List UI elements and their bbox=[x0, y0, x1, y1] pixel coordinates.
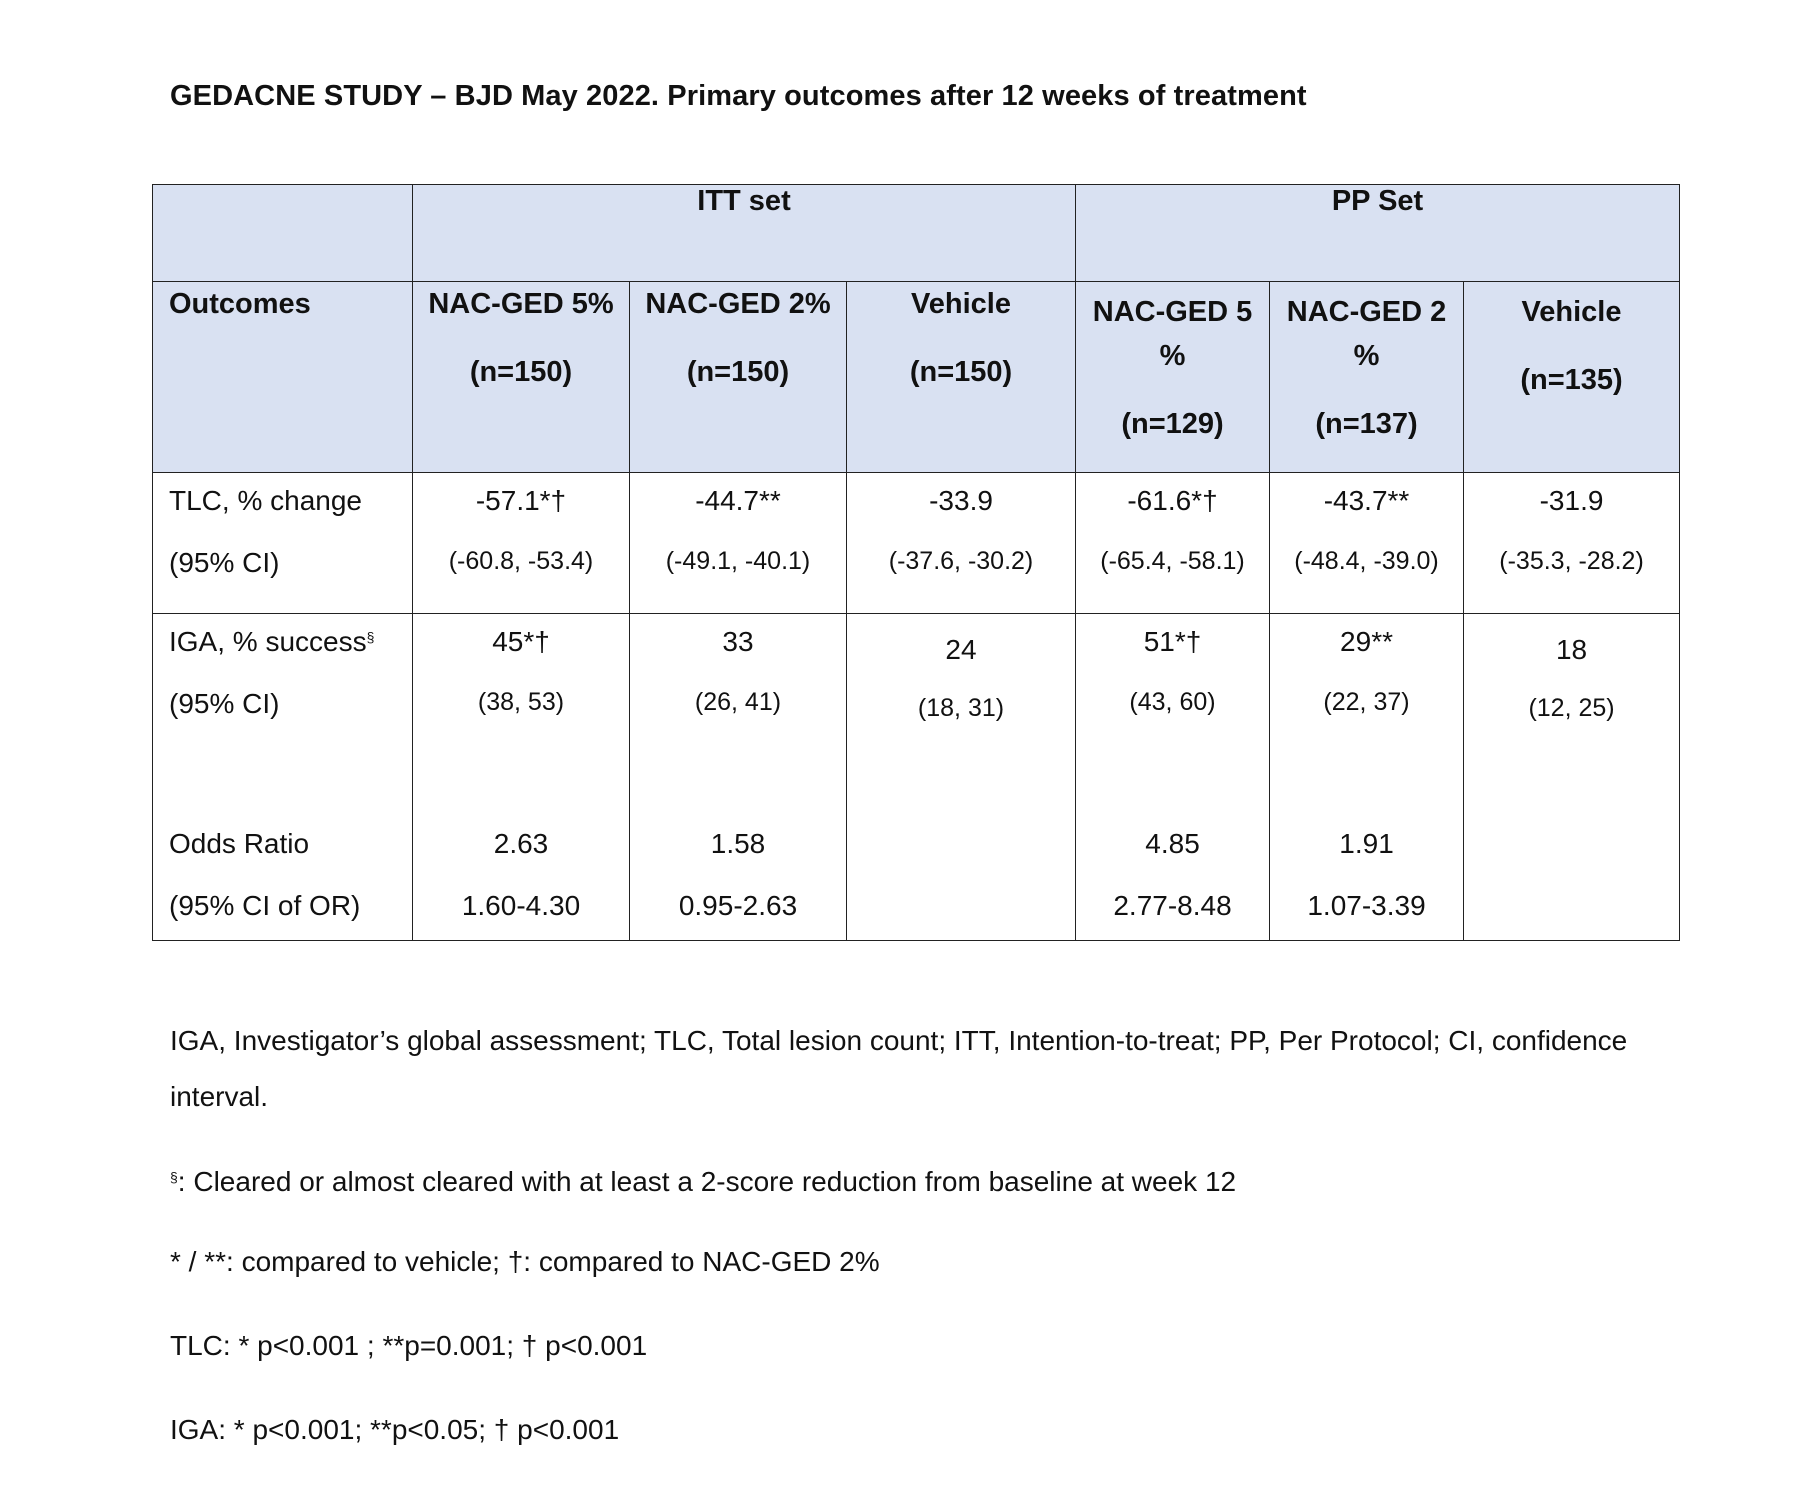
column-header-itt-nac-ged-2 bbox=[630, 282, 847, 473]
column-header-pp-vehicle bbox=[1464, 282, 1680, 473]
tlc-value: -43.7** bbox=[1323, 485, 1410, 516]
page-title: GEDACNE STUDY – BJD May 2022. Primary outcomes after 12 weeks of treatment bbox=[170, 80, 1307, 112]
iga-ci-label: (95% CI) bbox=[169, 688, 280, 719]
outcomes-header: Outcomes bbox=[153, 282, 413, 473]
section-note bbox=[170, 1149, 1650, 1210]
iga-cell bbox=[630, 614, 847, 941]
tlc-cell bbox=[413, 473, 630, 614]
iga-label-cell bbox=[153, 614, 413, 941]
column-name: NAC-GED 5 % bbox=[1092, 296, 1253, 372]
iga-label-line bbox=[169, 626, 412, 666]
iga-cell bbox=[413, 614, 630, 941]
iga-label: IGA, % success bbox=[169, 626, 367, 657]
tlc-value: -61.6*† bbox=[1127, 485, 1218, 516]
odds-ratio-value: 2.63 bbox=[493, 828, 549, 859]
tlc-cell bbox=[1270, 473, 1464, 614]
tlc-cell bbox=[1076, 473, 1270, 614]
tlc-ci: (-65.4, -58.1) bbox=[1100, 547, 1245, 575]
odds-ratio-ci: 1.60-4.30 bbox=[461, 890, 581, 921]
iga-value: 18 bbox=[1555, 634, 1588, 665]
tlc-value: -44.7** bbox=[695, 485, 781, 516]
column-name: NAC-GED 2% bbox=[645, 288, 831, 320]
column-n: (n=135) bbox=[1520, 364, 1623, 396]
tlc-row bbox=[153, 473, 1680, 614]
empty-corner-cell bbox=[153, 185, 413, 282]
tlc-ci: (-37.6, -30.2) bbox=[888, 547, 1034, 575]
comparison-note: * / **: compared to vehicle; †: compared to NAC-GED 2% bbox=[170, 1246, 880, 1277]
column-name: Vehicle bbox=[1521, 296, 1622, 328]
column-header-pp-nac-ged-2 bbox=[1270, 282, 1464, 473]
tlc-ci: (-60.8, -53.4) bbox=[448, 547, 594, 575]
group-header-row bbox=[153, 185, 1680, 282]
iga-cell bbox=[1076, 614, 1270, 941]
iga-cell bbox=[1270, 614, 1464, 941]
itt-set-header: ITT set bbox=[413, 185, 1076, 282]
odds-ratio-ci: 1.07-3.39 bbox=[1307, 890, 1426, 921]
column-header-row bbox=[153, 282, 1680, 473]
iga-value: 29** bbox=[1340, 626, 1393, 657]
tlc-value: -57.1*† bbox=[475, 485, 567, 516]
iga-p-values-note: IGA: * p<0.001; **p<0.05; † p<0.001 bbox=[170, 1414, 620, 1445]
iga-ci: (22, 37) bbox=[1323, 688, 1410, 716]
column-header-pp-nac-ged-5 bbox=[1076, 282, 1270, 473]
section-mark: § bbox=[366, 629, 375, 645]
column-name: NAC-GED 5% bbox=[428, 288, 614, 320]
iga-cell bbox=[847, 614, 1076, 941]
column-n: (n=137) bbox=[1315, 408, 1418, 440]
iga-value: 33 bbox=[722, 626, 754, 657]
odds-ratio-value: 1.91 bbox=[1339, 828, 1394, 859]
iga-ci: (43, 60) bbox=[1129, 688, 1216, 716]
column-n: (n=150) bbox=[469, 356, 573, 388]
tlc-value: -31.9 bbox=[1539, 485, 1604, 516]
iga-value: 45*† bbox=[492, 626, 550, 657]
iga-ci: (18, 31) bbox=[917, 694, 1005, 722]
odds-ratio-ci-label: (95% CI of OR) bbox=[169, 890, 361, 921]
odds-ratio-value: 4.85 bbox=[1145, 828, 1200, 859]
column-n: (n=129) bbox=[1121, 408, 1224, 440]
tlc-ci: (-35.3, -28.2) bbox=[1499, 547, 1644, 575]
iga-value: 51*† bbox=[1143, 626, 1202, 657]
column-name: NAC-GED 2 % bbox=[1286, 296, 1447, 372]
tlc-value: -33.9 bbox=[929, 485, 993, 516]
iga-ci: (26, 41) bbox=[694, 688, 782, 716]
abbreviations-note: IGA, Investigator’s global assessment; TLC, Total lesion count; ITT, Intention-to-treat; PP, Per Protocol; CI, confidence interval. bbox=[170, 1025, 1628, 1112]
column-name: Vehicle bbox=[911, 288, 1011, 320]
footnotes bbox=[170, 1013, 1650, 1458]
tlc-cell bbox=[847, 473, 1076, 614]
odds-ratio-value: 1.58 bbox=[710, 828, 766, 859]
iga-row bbox=[153, 614, 1680, 941]
primary-outcomes-table bbox=[152, 184, 1680, 941]
iga-ci: (38, 53) bbox=[477, 688, 565, 716]
iga-ci: (12, 25) bbox=[1528, 694, 1615, 722]
tlc-ci: (-48.4, -39.0) bbox=[1294, 547, 1439, 575]
odds-ratio-ci: 0.95-2.63 bbox=[678, 890, 798, 921]
tlc-cell bbox=[1464, 473, 1680, 614]
iga-value: 24 bbox=[945, 634, 977, 665]
column-n: (n=150) bbox=[909, 356, 1013, 388]
section-mark: § bbox=[170, 1169, 178, 1185]
pp-set-header: PP Set bbox=[1076, 185, 1680, 282]
column-n: (n=150) bbox=[686, 356, 790, 388]
iga-cell bbox=[1464, 614, 1680, 941]
column-header-itt-nac-ged-5 bbox=[413, 282, 630, 473]
tlc-label-cell bbox=[153, 473, 413, 614]
tlc-cell bbox=[630, 473, 847, 614]
section-note-text: : Cleared or almost cleared with at least a 2-score reduction from baseline at week 12 bbox=[177, 1166, 1237, 1197]
tlc-ci-label: (95% CI) bbox=[169, 547, 280, 578]
tlc-p-values-note: TLC: * p<0.001 ; **p=0.001; † p<0.001 bbox=[170, 1330, 648, 1361]
column-header-itt-vehicle bbox=[847, 282, 1076, 473]
odds-ratio-ci: 2.77-8.48 bbox=[1113, 890, 1232, 921]
tlc-ci: (-49.1, -40.1) bbox=[665, 547, 811, 575]
tlc-label: TLC, % change bbox=[169, 485, 362, 516]
odds-ratio-label: Odds Ratio bbox=[169, 828, 310, 859]
